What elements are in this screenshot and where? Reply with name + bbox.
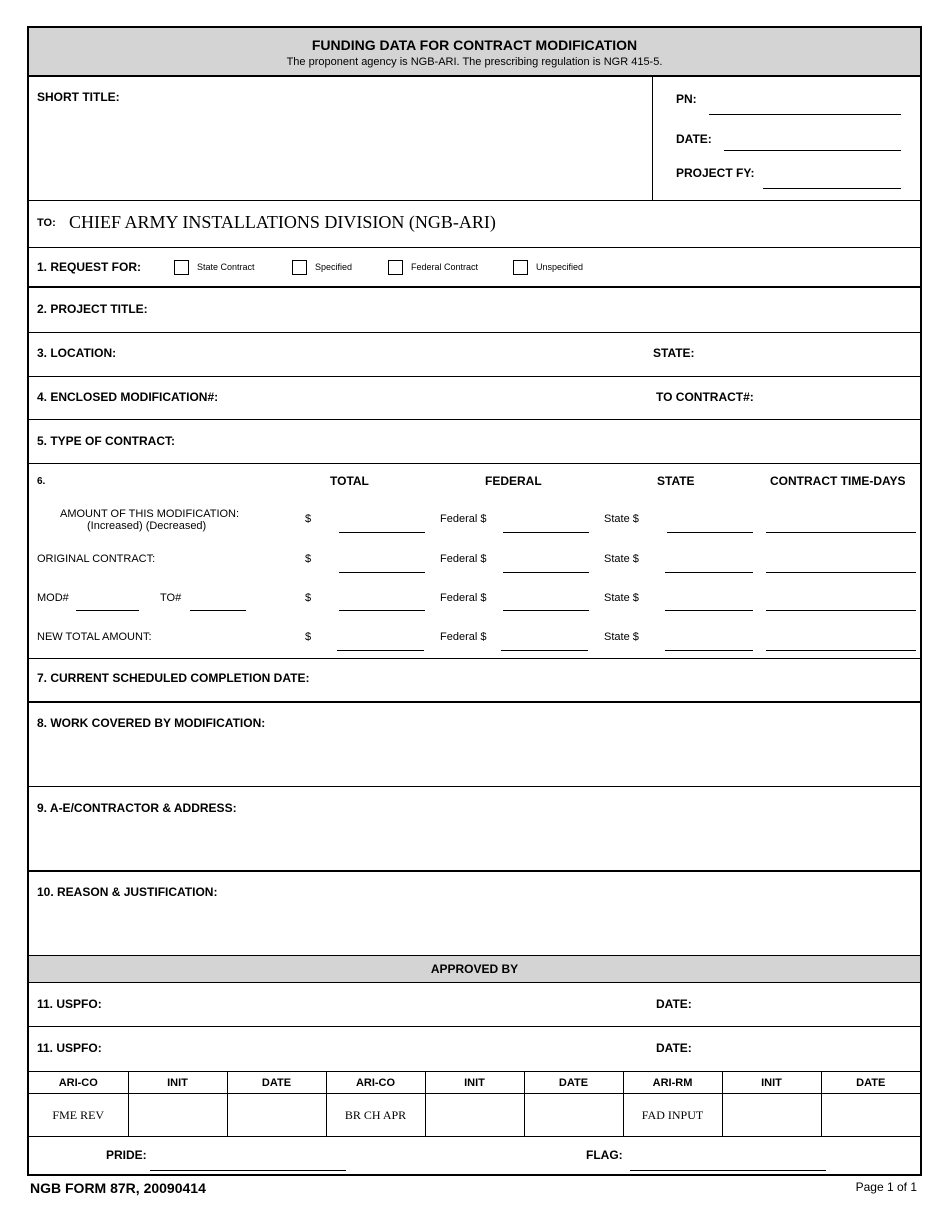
grid-header: DATE — [821, 1072, 920, 1094]
contractor-address-label: 9. A-E/CONTRACTOR & ADDRESS: — [37, 801, 237, 815]
total-dollar-label: $ — [305, 592, 312, 604]
approved-by-bar — [29, 955, 920, 983]
new-total-field[interactable] — [337, 650, 424, 651]
to-number-label: TO# — [160, 592, 182, 604]
completion-date-label: 7. CURRENT SCHEDULED COMPLETION DATE: — [37, 671, 310, 685]
state-dollar-label: State $ — [604, 553, 639, 565]
fme-rev-cell: FME REV — [29, 1094, 128, 1137]
state-dollar-label: State $ — [604, 592, 639, 604]
divider — [29, 332, 920, 333]
flag-label: FLAG: — [586, 1148, 623, 1162]
page-number: Page 1 of 1 — [855, 1180, 917, 1194]
grid-header: ARI-CO — [29, 1072, 128, 1094]
approved-by-heading: APPROVED BY — [430, 962, 519, 976]
divider — [29, 870, 920, 872]
work-covered-label: 8. WORK COVERED BY MODIFICATION: — [37, 716, 266, 730]
uspfo-label: 11. USPFO: — [37, 1041, 102, 1055]
divider — [29, 701, 920, 703]
project-title-label: 2. PROJECT TITLE: — [37, 302, 148, 316]
grid-header: INIT — [128, 1072, 227, 1094]
grid-value-row — [29, 1094, 920, 1137]
short-title-label: SHORT TITLE: — [37, 90, 120, 104]
unspecified-label: Unspecified — [536, 262, 584, 272]
new-days-field[interactable] — [766, 650, 916, 651]
enclosed-modification-label: 4. ENCLOSED MODIFICATION#: — [37, 390, 219, 404]
uspfo-field[interactable] — [109, 1035, 639, 1061]
work-covered-field[interactable] — [37, 732, 912, 782]
uspfo-date-field[interactable] — [701, 991, 909, 1017]
type-of-contract-field[interactable] — [189, 428, 909, 454]
state-contract-checkbox[interactable] — [174, 260, 189, 275]
original-state-field[interactable] — [665, 572, 753, 573]
mod-days-field[interactable] — [766, 610, 916, 611]
federal-dollar-label: Federal $ — [440, 592, 487, 604]
uspfo-date-field[interactable] — [701, 1035, 909, 1061]
federal-dollar-label: Federal $ — [440, 513, 487, 525]
state-field[interactable] — [704, 340, 909, 366]
routing-grid — [29, 1071, 920, 1137]
mod-federal-field[interactable] — [503, 610, 589, 611]
mod-state-field[interactable] — [665, 610, 753, 611]
reason-justification-label: 10. REASON & JUSTIFICATION: — [37, 885, 218, 899]
mod-number-label: MOD# — [37, 592, 69, 604]
state-dollar-label: State $ — [604, 631, 639, 643]
increased-decreased-label: (Increased) (Decreased) — [87, 520, 207, 532]
state-dollar-label: State $ — [604, 513, 639, 525]
state-header: STATE — [657, 474, 695, 488]
modification-federal-field[interactable] — [503, 532, 589, 533]
grid-init-field[interactable] — [128, 1094, 227, 1137]
divider — [29, 376, 920, 377]
new-federal-field[interactable] — [501, 650, 588, 651]
grid-date-field[interactable] — [227, 1094, 326, 1137]
uspfo-label: 11. USPFO: — [37, 997, 102, 1011]
form-subtitle: The proponent agency is NGB-ARI. The prescribing regulation is NGR 415-5. — [286, 56, 663, 68]
total-header: TOTAL — [330, 474, 369, 488]
grid-date-field[interactable] — [821, 1094, 920, 1137]
original-total-field[interactable] — [339, 572, 425, 573]
amount-of-modification-label: AMOUNT OF THIS MODIFICATION: — [60, 508, 240, 520]
form-header — [29, 28, 920, 77]
specified-checkbox[interactable] — [292, 260, 307, 275]
modification-state-field[interactable] — [667, 532, 753, 533]
divider — [29, 200, 920, 201]
grid-header: DATE — [524, 1072, 623, 1094]
form-title: FUNDING DATA FOR CONTRACT MODIFICATION — [311, 37, 638, 53]
enclosed-modification-field[interactable] — [229, 384, 639, 410]
funding-form — [27, 26, 922, 1176]
divider — [29, 463, 920, 464]
original-federal-field[interactable] — [503, 572, 589, 573]
flag-field[interactable] — [630, 1170, 826, 1171]
project-title-field[interactable] — [159, 296, 909, 322]
reason-justification-field[interactable] — [37, 901, 912, 951]
pride-label: PRIDE: — [106, 1148, 147, 1162]
new-total-amount-label: NEW TOTAL AMOUNT: — [37, 631, 152, 643]
total-dollar-label: $ — [305, 553, 312, 565]
request-for-label: 1. REQUEST FOR: — [37, 260, 142, 274]
location-field[interactable] — [129, 340, 639, 366]
federal-dollar-label: Federal $ — [440, 631, 487, 643]
total-dollar-label: $ — [305, 513, 312, 525]
mod-total-field[interactable] — [339, 610, 425, 611]
federal-header: FEDERAL — [485, 474, 542, 488]
state-label: STATE: — [653, 346, 695, 360]
unspecified-checkbox[interactable] — [513, 260, 528, 275]
uspfo-date-label: DATE: — [656, 1041, 692, 1055]
completion-date-field[interactable] — [329, 665, 909, 691]
br-ch-apr-cell: BR CH APR — [326, 1094, 425, 1137]
grid-init-field[interactable] — [722, 1094, 821, 1137]
modification-total-field[interactable] — [339, 532, 425, 533]
contractor-address-field[interactable] — [37, 817, 912, 867]
state-contract-label: State Contract — [197, 262, 255, 272]
type-of-contract-label: 5. TYPE OF CONTRACT: — [37, 434, 176, 448]
project-fy-label: PROJECT FY: — [676, 166, 755, 180]
original-days-field[interactable] — [766, 572, 916, 573]
short-title-divider — [652, 75, 653, 200]
project-fy-field[interactable] — [763, 188, 901, 189]
to-number-field[interactable] — [190, 610, 246, 611]
fad-input-cell: FAD INPUT — [623, 1094, 722, 1137]
divider — [29, 786, 920, 787]
to-contract-field[interactable] — [764, 384, 909, 410]
pride-field[interactable] — [150, 1170, 346, 1171]
to-value: CHIEF ARMY INSTALLATIONS DIVISION (NGB-ARI) — [69, 212, 496, 232]
section-6-number: 6. — [37, 476, 46, 487]
uspfo-date-label: DATE: — [656, 997, 692, 1011]
federal-dollar-label: Federal $ — [440, 553, 487, 565]
to-contract-label: TO CONTRACT#: — [656, 390, 754, 404]
divider — [29, 1026, 920, 1027]
new-state-field[interactable] — [665, 650, 753, 651]
grid-header: ARI-CO — [326, 1072, 425, 1094]
pn-label: PN: — [676, 92, 697, 106]
location-label: 3. LOCATION: — [37, 346, 117, 360]
date-field[interactable] — [724, 150, 901, 151]
grid-init-field[interactable] — [425, 1094, 524, 1137]
federal-contract-checkbox[interactable] — [388, 260, 403, 275]
grid-header: INIT — [425, 1072, 524, 1094]
original-contract-label: ORIGINAL CONTRACT: — [37, 553, 156, 565]
contract-time-days-header: CONTRACT TIME-DAYS — [770, 474, 906, 488]
form-number: NGB FORM 87R, 20090414 — [30, 1180, 206, 1196]
grid-date-field[interactable] — [524, 1094, 623, 1137]
divider — [29, 419, 920, 420]
grid-header: DATE — [227, 1072, 326, 1094]
federal-contract-label: Federal Contract — [411, 262, 479, 272]
grid-header: INIT — [722, 1072, 821, 1094]
pn-field[interactable] — [709, 114, 901, 115]
mod-number-field[interactable] — [76, 610, 139, 611]
short-title-field[interactable] — [38, 108, 650, 198]
grid-header-row — [29, 1072, 920, 1094]
uspfo-field[interactable] — [109, 991, 639, 1017]
divider — [29, 286, 920, 288]
divider — [29, 247, 920, 248]
modification-days-field[interactable] — [766, 532, 916, 533]
total-dollar-label: $ — [305, 631, 312, 643]
date-label: DATE: — [676, 132, 712, 146]
specified-label: Specified — [315, 262, 353, 272]
to-label: TO: — [37, 217, 56, 229]
divider — [29, 658, 920, 659]
grid-header: ARI-RM — [623, 1072, 722, 1094]
